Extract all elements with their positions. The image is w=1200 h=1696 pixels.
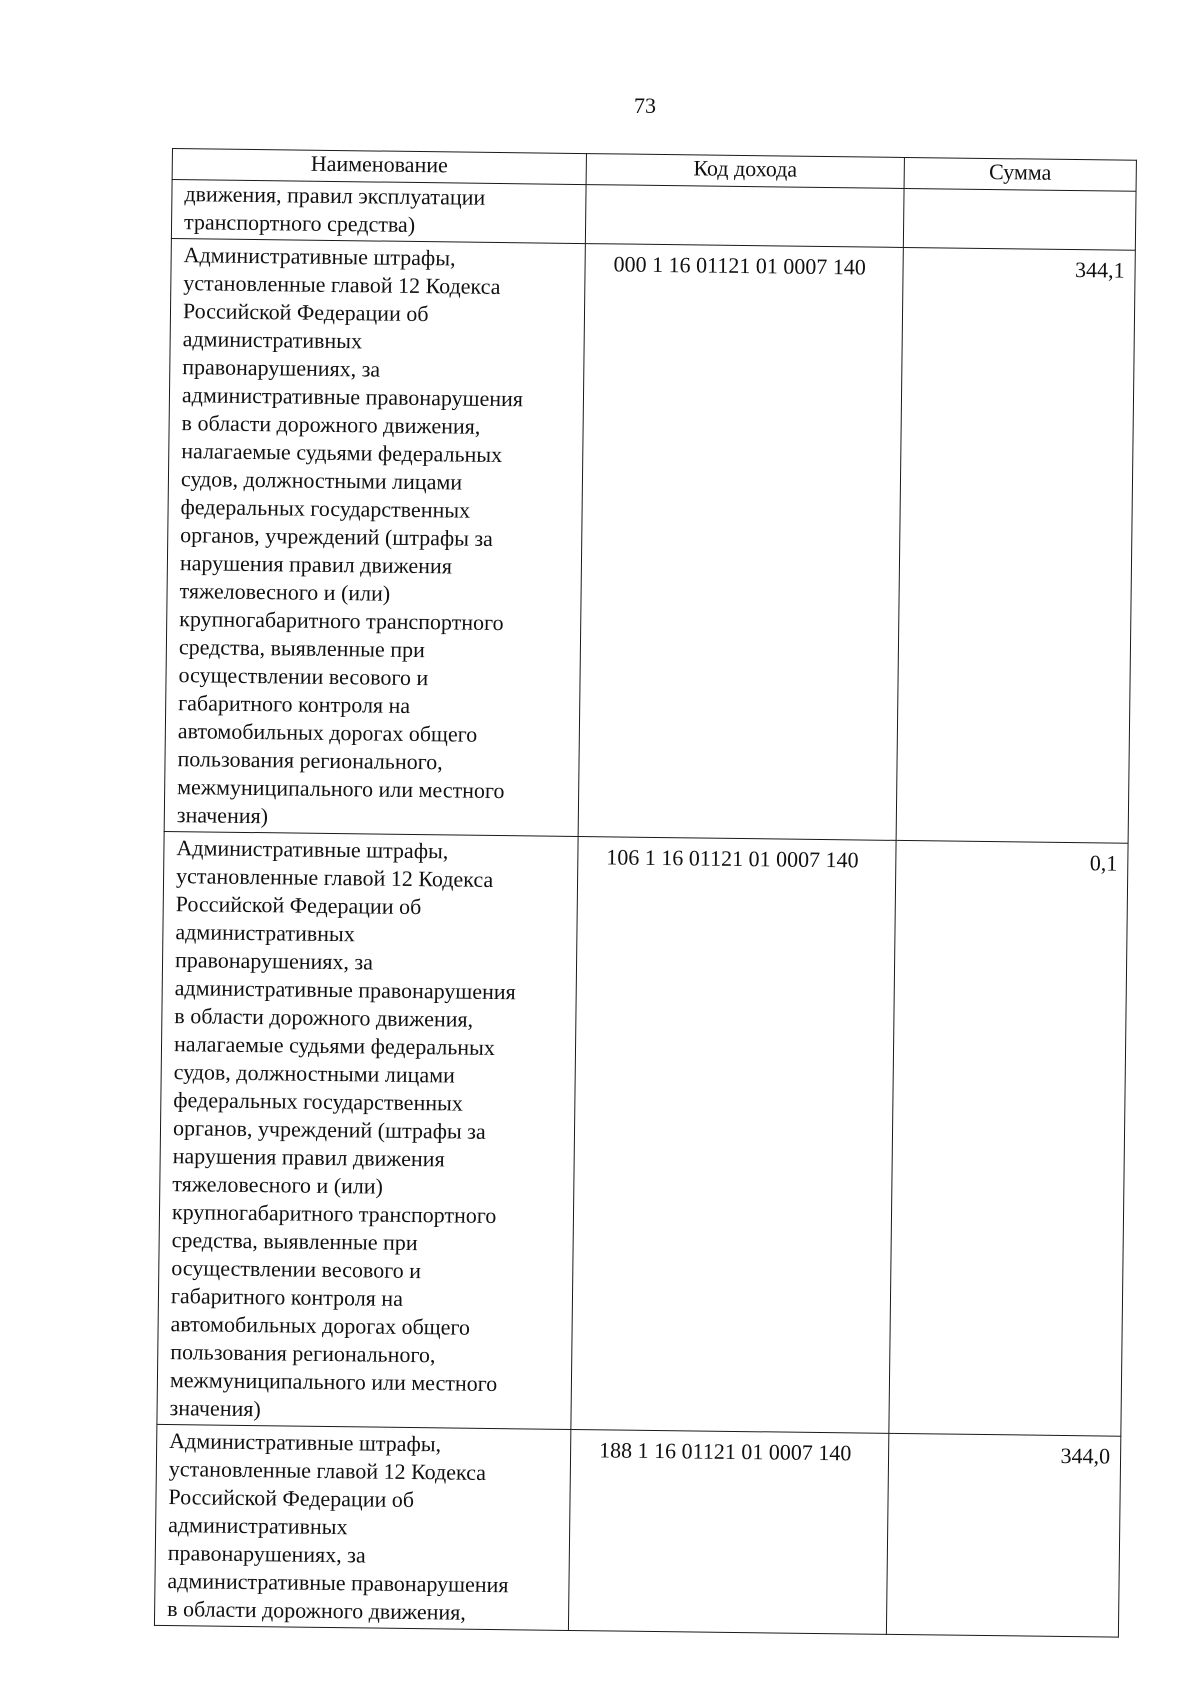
- table-row: [157, 831, 1128, 1436]
- row-name: движения, правил эксплуатации транспортного средства): [171, 180, 586, 244]
- header-sum: Сумма: [904, 157, 1136, 191]
- header-code: Код дохода: [586, 154, 904, 189]
- row-name: Административные штрафы, установленные главой 12 Кодекса Российской Федерации об административных правонарушениях, за административные правонарушения в области дорожного движения, налагаемые судьями федеральных судов, должностными лицами федеральных государственных органов, учреждений (штрафы за нарушения правил движения тяжеловесного и (или) крупногабаритного транспортного средства, выявленные при осуществлении весового и габаритного контроля на автомобильных дорогах общего пользования регионального, межмуниципального или местного значения): [157, 831, 578, 1429]
- row-sum: 0,1: [889, 840, 1128, 1436]
- row-code: 106 1 16 01121 01 0007 140: [571, 837, 896, 1434]
- row-sum: 344,1: [896, 247, 1135, 843]
- row-sum: [903, 188, 1136, 250]
- row-name: Административные штрафы, установленные главой 12 Кодекса Российской Федерации об административных правонарушениях, за административные правонарушения в области дорожного движения, налагаемые судьями федеральных судов, должностными лицами федеральных государственных органов, учреждений (штрафы за нарушения правил движения тяжеловесного и (или) крупногабаритного транспортного средства, выявленные при осуществлении весового и габаритного контроля на автомобильных дорогах общего пользования регионального, межмуниципального или местного значения): [164, 238, 585, 836]
- header-name: Наименование: [172, 149, 586, 185]
- page-number: 73: [634, 93, 656, 118]
- row-name: Административные штрафы, установленные главой 12 Кодекса Российской Федерации об административных правонарушениях, за административные правонарушения в области дорожного движения,: [154, 1424, 570, 1630]
- table-row: [164, 238, 1135, 843]
- row-code: 000 1 16 01121 01 0007 140: [578, 244, 903, 841]
- revenue-table: [154, 148, 1137, 1638]
- row-code: [585, 185, 904, 248]
- table-row: [154, 1424, 1120, 1637]
- row-code: 188 1 16 01121 01 0007 140: [568, 1429, 888, 1634]
- row-sum: 344,0: [886, 1433, 1120, 1637]
